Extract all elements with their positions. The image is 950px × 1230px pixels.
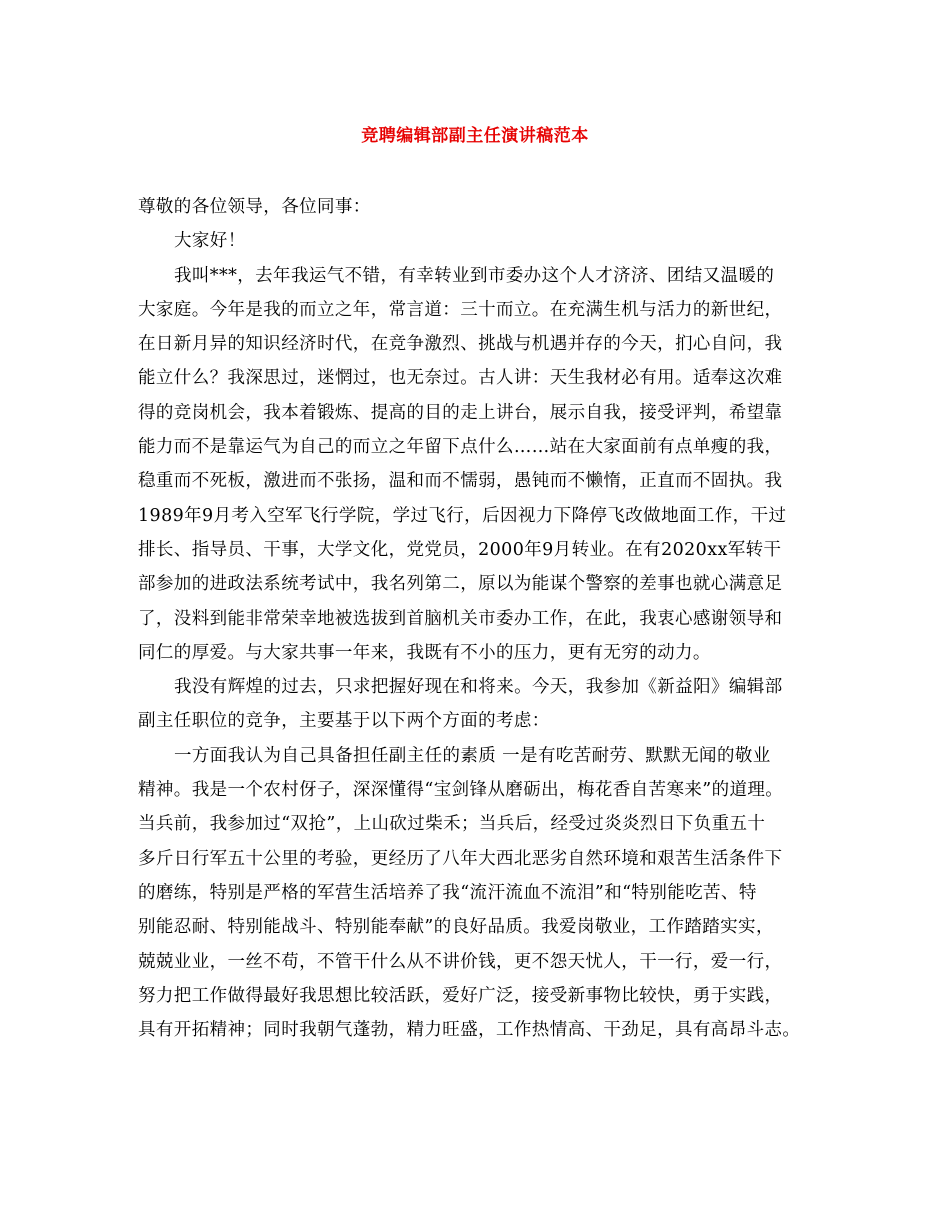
text-line: 我叫***，去年我运气不错，有幸转业到市委办这个人才济济、团结又温暖的 xyxy=(174,265,775,286)
text-line: 大家好！ xyxy=(174,231,246,252)
text-line: 稳重而不死板，激进而不张扬，温和而不懦弱，愚钝而不懒惰，正直而不固执。我 xyxy=(138,471,783,492)
text-line: 尊敬的各位领导，各位同事： xyxy=(138,197,371,217)
text-line: 部参加的进政法系统考试中，我名列第二，原以为能谋个警察的差事也就心满意足 xyxy=(138,574,783,595)
text-line: 我没有辉煌的过去，只求把握好现在和将来。今天，我参加《新益阳》编辑部 xyxy=(174,677,783,698)
text-line: 排长、指导员、干事，大学文化，党党员，2000年9月转业。在有2020xx军转干 xyxy=(138,539,782,560)
text-line: 1989年9月考入空军飞行学院，学过飞行，后因视力下降停飞改做地面工作，干过 xyxy=(138,505,787,526)
text-line: 一方面我认为自己具备担任副主任的素质 一是有吃苦耐劳、默默无闻的敬业 xyxy=(174,745,771,766)
text-line: 同仁的厚爱。与大家共事一年来，我既有不小的压力，更有无穷的动力。 xyxy=(138,642,711,663)
text-line: 大家庭。今年是我的而立之年，常言道：三十而立。在充满生机与活力的新世纪， xyxy=(138,299,783,320)
text-line: 精神。我是一个农村伢子，深深懂得“宝剑锋从磨砺出，梅花香自苦寒来”的道理。 xyxy=(138,780,784,801)
text-line: 能力而不是靠运气为自己的而立之年留下点什么……站在大家面前有点单瘦的我， xyxy=(138,437,783,458)
text-line: 当兵前，我参加过“双抢”，上山砍过柴禾；当兵后，经受过炎炎烈日下负重五十 xyxy=(138,814,766,835)
text-line: 具有开拓精神；同时我朝气蓬勃，精力旺盛，工作热情高、干劲足，具有高昂斗志。 xyxy=(138,1020,801,1041)
text-line: 了，没料到能非常荣幸地被选拔到首脑机关市委办工作，在此，我衷心感谢领导和 xyxy=(138,608,783,629)
text-line: 副主任职位的竞争，主要基于以下两个方面的考虑： xyxy=(138,711,550,732)
text-line: 在日新月异的知识经济时代，在竞争激烈、挑战与机遇并存的今天，扪心自问，我 xyxy=(138,334,783,355)
document-title: 竞聘编辑部副主任演讲稿范本 xyxy=(361,126,589,146)
text-line: 的磨练，特别是严格的军营生活培养了我“流汗流血不流泪”和“特别能吃苦、特 xyxy=(138,882,757,903)
text-line: 多斤日行军五十公里的考验，更经历了八年大西北恶劣自然环境和艰苦生活条件下 xyxy=(138,848,783,869)
text-line: 得的竞岗机会，我本着锻炼、提高的目的走上讲台，展示自我，接受评判，希望靠 xyxy=(138,402,783,423)
text-line: 能立什么？我深思过，迷惘过，也无奈过。古人讲：天生我材必有用。适奉这次难 xyxy=(138,368,783,389)
text-line: 别能忍耐、特别能战斗、特别能奉献”的良好品质。我爱岗敬业，工作踏踏实实， xyxy=(138,917,774,938)
text-line: 努力把工作做得最好我思想比较活跃，爱好广泛，接受新事物比较快，勇于实践， xyxy=(138,985,783,1006)
document-body xyxy=(138,190,828,1047)
text-line: 兢兢业业，一丝不苟，不管干什么从不讲价钱，更不怨天忧人，干一行，爱一行， xyxy=(138,951,783,972)
